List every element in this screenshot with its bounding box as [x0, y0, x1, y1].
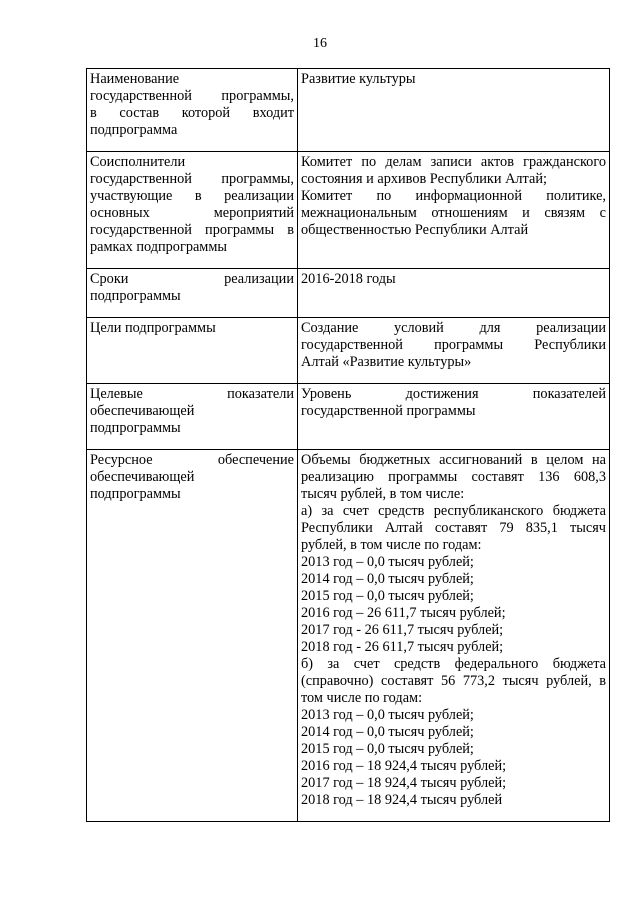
value-line: тысяч рублей, в том числе: — [301, 486, 465, 502]
row-value-goals — [298, 318, 610, 384]
label-line: государственной программы, — [90, 88, 294, 104]
table-row — [87, 152, 610, 269]
table-row — [87, 69, 610, 152]
value-line: состояния и архивов Республики Алтай; — [301, 171, 547, 187]
value-line: 2016 год – 18 924,4 тысяч рублей; — [301, 758, 507, 774]
row-value-co-executors — [298, 152, 610, 269]
label-line: Целевые показатели — [90, 386, 294, 402]
row-value-program-name — [298, 69, 610, 152]
row-value-target-indicators — [298, 384, 610, 450]
value-line: Уровень достижения показателей — [301, 386, 606, 402]
subprogram-passport-table — [86, 68, 610, 822]
row-label-terms — [87, 269, 298, 318]
value-line: государственной программы Республики — [301, 337, 606, 353]
table-row — [87, 269, 610, 318]
value-line: а) за счет средств республиканского бюджета — [301, 503, 606, 519]
value-line: Объемы бюджетных ассигнований в целом на — [301, 452, 606, 468]
value-line: 2015 год – 0,0 тысяч рублей; — [301, 588, 474, 604]
label-line: Ресурсное обеспечение — [90, 452, 294, 468]
row-value-terms — [298, 269, 610, 318]
value-line: межнациональным отношениям и связям с — [301, 205, 606, 221]
value-line: 2018 год – 18 924,4 тысяч рублей — [301, 792, 503, 808]
label-line: основных мероприятий — [90, 205, 294, 221]
value-line: государственной программы — [301, 403, 476, 419]
table-row — [87, 384, 610, 450]
value-line: Комитет по делам записи актов гражданского — [301, 154, 606, 170]
value-line: реализацию программы составят 136 608,3 — [301, 469, 606, 485]
label-line: подпрограмма — [90, 122, 178, 138]
value-line: (справочно) составят 56 773,2 тысяч рублей, в — [301, 673, 606, 689]
label-line: обеспечивающей — [90, 469, 195, 485]
label-line: в состав которой входит — [90, 105, 294, 121]
row-label-program-name — [87, 69, 298, 152]
label-line: Сроки реализации — [90, 271, 294, 287]
row-label-resource-provision — [87, 450, 298, 822]
label-line: Наименование — [90, 71, 180, 87]
label-line: подпрограммы — [90, 420, 181, 436]
row-label-target-indicators — [87, 384, 298, 450]
label-line: подпрограммы — [90, 486, 181, 502]
value-line: 2013 год – 0,0 тысяч рублей; — [301, 707, 474, 723]
value-line: Республики Алтай составят 79 835,1 тысяч — [301, 520, 606, 536]
value-line: 2016 год – 26 611,7 тысяч рублей; — [301, 605, 506, 621]
label-line: государственной программы в — [90, 222, 294, 238]
value-line: 2013 год – 0,0 тысяч рублей; — [301, 554, 474, 570]
label-line: подпрограммы — [90, 288, 181, 304]
value-line: Развитие культуры — [301, 71, 416, 87]
value-line: б) за счет средств федерального бюджета — [301, 656, 606, 672]
value-line: общественностью Республики Алтай — [301, 222, 529, 238]
row-label-co-executors — [87, 152, 298, 269]
label-line: участвующие в реализации — [90, 188, 294, 204]
value-line: 2018 год - 26 611,7 тысяч рублей; — [301, 639, 504, 655]
value-line: 2017 год - 26 611,7 тысяч рублей; — [301, 622, 504, 638]
value-line: 2014 год – 0,0 тысяч рублей; — [301, 724, 474, 740]
table-row — [87, 450, 610, 822]
value-line: Комитет по информационной политике, — [301, 188, 606, 204]
label-line: Соисполнители — [90, 154, 186, 170]
table-row — [87, 318, 610, 384]
value-line: 2015 год – 0,0 тысяч рублей; — [301, 741, 474, 757]
label-line: Цели подпрограммы — [90, 320, 216, 336]
value-line: Алтай «Развитие культуры» — [301, 354, 472, 370]
label-line: обеспечивающей — [90, 403, 195, 419]
label-line: рамках подпрограммы — [90, 239, 228, 255]
label-line: государственной программы, — [90, 171, 294, 187]
row-value-resource-provision — [298, 450, 610, 822]
value-line: 2017 год – 18 924,4 тысяч рублей; — [301, 775, 507, 791]
value-line: 2014 год – 0,0 тысяч рублей; — [301, 571, 474, 587]
value-line: том числе по годам: — [301, 690, 423, 706]
row-label-goals — [87, 318, 298, 384]
value-line: 2016-2018 годы — [301, 271, 396, 287]
value-line: рублей, в том числе по годам: — [301, 537, 482, 553]
value-line: Создание условий для реализации — [301, 320, 606, 336]
page-number: 16 — [313, 36, 327, 51]
